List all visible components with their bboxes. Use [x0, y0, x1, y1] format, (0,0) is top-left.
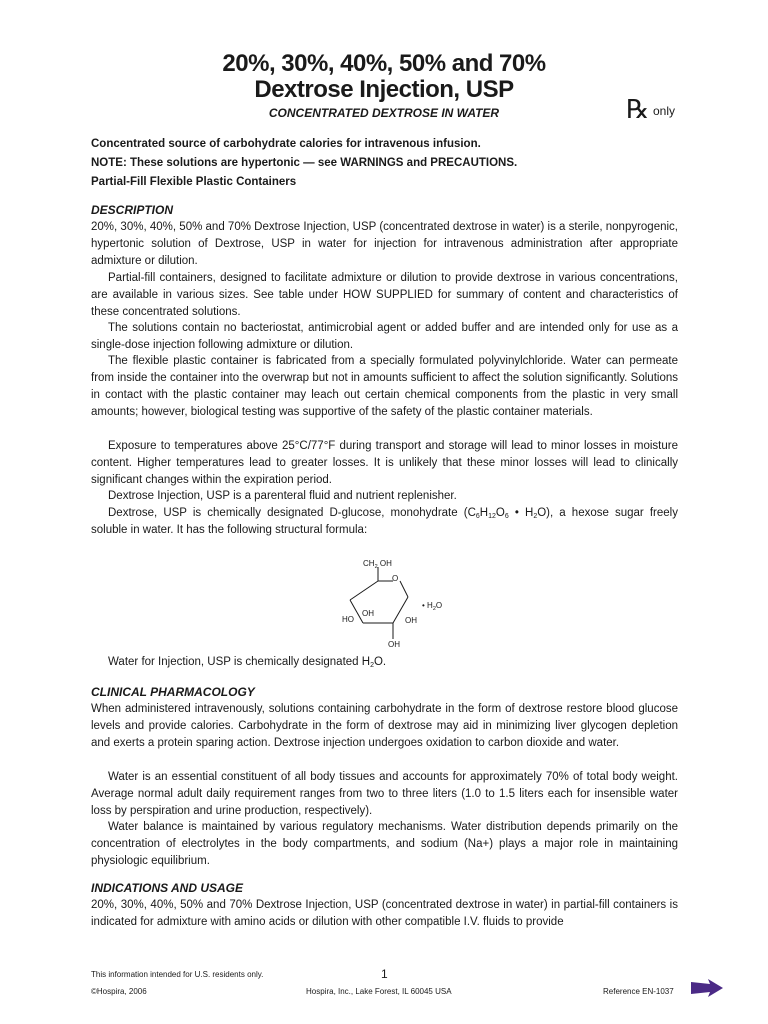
clinical-pharmacology-heading: CLINICAL PHARMACOLOGY	[91, 685, 255, 699]
description-paragraph-7: Dextrose, USP is chemically designated D-glucose, monohydrate ($C_6H_{12}O_6$ • $H_2O$), a hexose sugar freely soluble in water. It has the following structural formula:	[91, 507, 678, 536]
description-paragraph-5: Exposure to temperatures above 25°C/77°F during transport and storage will lead to minor losses in moisture content. Higher temperatures lead to greater losses. It is unlikely that these minor losses will lead to clinically significant changes within the expiration period.	[91, 440, 678, 486]
indications-paragraph-1: 20%, 30%, 40%, 50% and 70% Dextrose Injection, USP (concentrated dextrose in water) in partial-fill containers is indicated for admixture with amino acids or dilution with other compatible I.V. fluids to provide	[91, 899, 678, 928]
rx-only-label: only	[653, 104, 676, 118]
clinical-paragraph-2: Water is an essential constituent of all body tissues and accounts for approximately 70% of total body weight. Average normal adult daily requirement ranges from two to three liters (1.0 to 1.5 liters each for insensible water loss by perspiration and urine production, respectively).	[91, 771, 678, 817]
description-paragraph-4: The flexible plastic container is fabricated from a specially formulated polyvinylchloride. Water can permeate from inside the container into the overwrap but not in amounts sufficient to affect the solution significantly. Solutions in contact with the plastic container may leach out certain chemical components from the plastic in very small amounts; however, biological testing was supportive of the safety of the plastic container materials.	[91, 355, 678, 418]
footer-residents-note: This information intended for U.S. residents only.	[91, 970, 264, 979]
svg-text:HO: HO	[342, 615, 354, 624]
indications-heading: INDICATIONS AND USAGE	[91, 881, 244, 895]
water-designation: Water for Injection, USP is chemically designated $H_2O$.	[108, 656, 387, 669]
description-paragraph-6: Dextrose Injection, USP is a parenteral fluid and nutrient replenisher.	[108, 490, 457, 502]
svg-text:CH2 OH: $CH_2$ OH	[363, 559, 392, 570]
clinical-paragraph-1: When administered intravenously, solutions containing carbohydrate in the form of dextrose restore blood glucose levels and provide calories. Carbohydrate in the form of dextrose may aid in minimizing liver glycogen depletion and exerts a protein sparing action. Dextrose injection undergoes oxidation to carbon dioxide and water.	[91, 703, 678, 749]
svg-text:O: O	[392, 574, 399, 583]
page-number: 1	[381, 967, 388, 981]
svg-text:• H2O: • $H_2O$	[422, 601, 443, 612]
intro-line-3: Partial-Fill Flexible Plastic Containers	[91, 176, 297, 188]
page-subtitle: CONCENTRATED DEXTROSE IN WATER	[268, 106, 500, 120]
description-paragraph-2: Partial-fill containers, designed to facilitate admixture or dilution to provide dextrose in various concentrations, are available in various sizes. See table under HOW SUPPLIED for summary of content and characteristics of these concentrated solutions.	[91, 272, 678, 318]
intro-line-1: Concentrated source of carbohydrate calories for intravenous infusion.	[91, 138, 481, 150]
dextrose-structural-formula	[330, 555, 460, 653]
arrow-right-icon[interactable]	[690, 978, 724, 998]
clinical-paragraph-3: Water balance is maintained by various regulatory mechanisms. Water distribution depends primarily on the concentration of electrolytes in the body compartments, and sodium (Na+) plays a major role in maintaining physiologic equilibrium.	[91, 821, 678, 867]
intro-line-2: NOTE: These solutions are hypertonic — see WARNINGS and PRECAUTIONS.	[91, 157, 518, 169]
description-paragraph-3: The solutions contain no bacteriostat, antimicrobial agent or added buffer and are intended only for use as a single-dose injection following admixture or dilution.	[91, 322, 678, 351]
page-title: 20%, 30%, 40%, 50% and 70%	[222, 50, 546, 77]
svg-text:OH: OH	[405, 616, 417, 625]
rx-symbol: ℞	[626, 95, 650, 124]
description-paragraph-1: 20%, 30%, 40%, 50% and 70% Dextrose Injection, USP (concentrated dextrose in water) is a sterile, nonpyrogenic, hypertonic solution of Dextrose, USP in water for injection for intravenous administration after appropriate admixture or dilution.	[91, 221, 678, 267]
svg-text:OH: OH	[388, 640, 400, 649]
footer-reference: Reference EN-1037	[603, 987, 674, 996]
footer-company-address: Hospira, Inc., Lake Forest, IL 60045 USA	[306, 987, 452, 996]
svg-text:OH: OH	[362, 609, 374, 618]
description-heading: DESCRIPTION	[91, 203, 174, 217]
footer-copyright: ©Hospira, 2006	[91, 987, 147, 996]
page-title-line2: Dextrose Injection, USP	[254, 76, 514, 103]
